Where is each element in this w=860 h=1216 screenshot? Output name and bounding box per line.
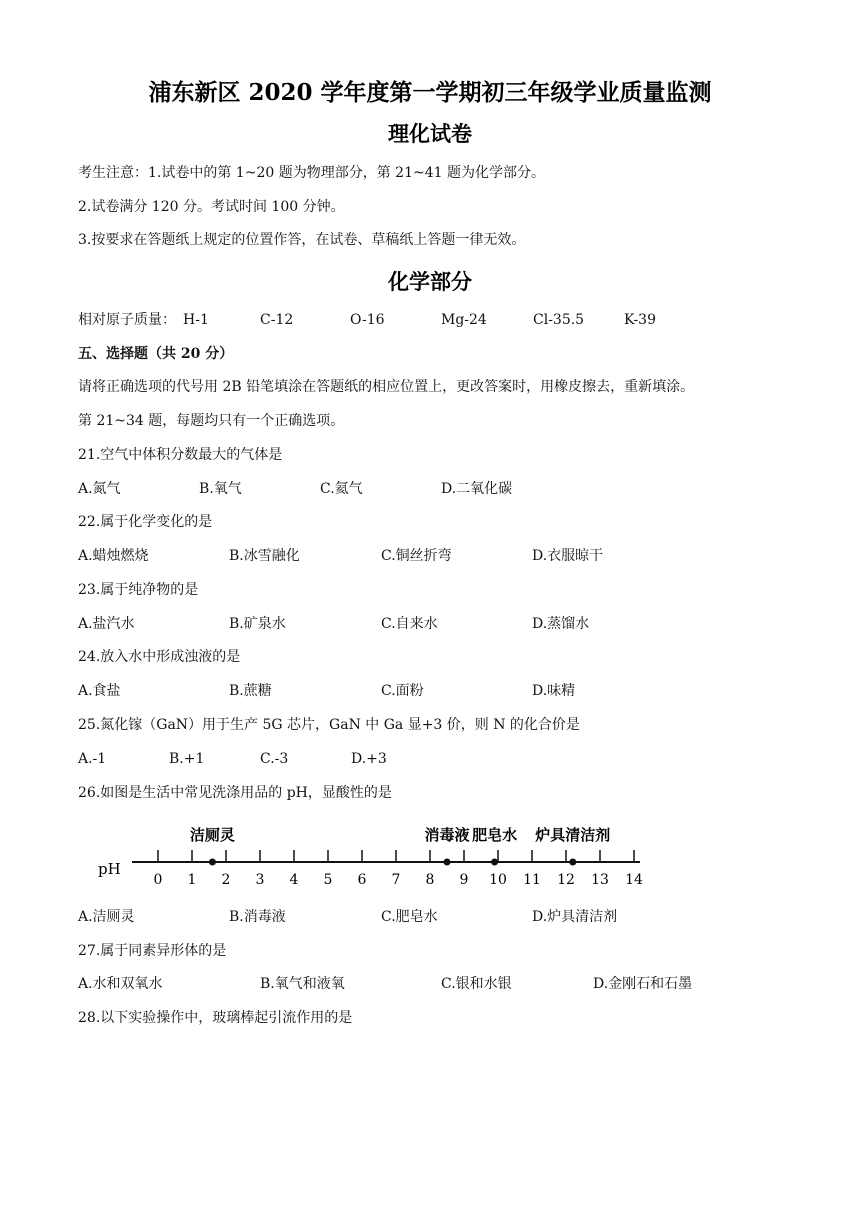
ph-tick-label: 7 bbox=[391, 872, 401, 888]
ph-marker-dot bbox=[491, 859, 498, 866]
notice-line-3: 3.按要求在答题纸上规定的位置作答，在试卷、草稿纸上答题一律无效。 bbox=[78, 232, 526, 248]
option: C.-3 bbox=[260, 751, 289, 767]
ph-tick-label: 9 bbox=[459, 872, 469, 888]
question-options bbox=[78, 547, 818, 565]
ph-tick-label: 4 bbox=[289, 872, 299, 888]
ph-scale-diagram bbox=[90, 812, 650, 892]
part-heading: 五、选择题（共 20 分） bbox=[78, 346, 234, 362]
option: B.蔗糖 bbox=[229, 683, 272, 699]
atomic-mass-item: Cl-35.5 bbox=[533, 312, 585, 328]
ph-tick-label: 2 bbox=[221, 872, 231, 888]
question-options bbox=[78, 682, 818, 700]
ph-tick-label: 11 bbox=[523, 872, 541, 888]
option: D.+3 bbox=[351, 751, 387, 767]
question-options bbox=[78, 908, 818, 926]
question-options bbox=[78, 615, 818, 633]
question-stem: 24.放入水中形成浊液的是 bbox=[78, 649, 241, 665]
question-stem: 25.氮化镓（GaN）用于生产 5G 芯片，GaN 中 Ga 显+3 价，则 N 的化合价是 bbox=[78, 717, 580, 733]
ph-tick-label: 14 bbox=[625, 872, 643, 888]
exam-title: 浦东新区 2020 学年度第一学期初三年级学业质量监测 bbox=[148, 79, 712, 106]
question-options bbox=[78, 975, 818, 993]
option: D.炉具清洁剂 bbox=[532, 909, 618, 925]
ph-marker-dot bbox=[209, 859, 216, 866]
question-stem: 27.属于同素异形体的是 bbox=[78, 943, 227, 959]
atomic-mass-item: Mg-24 bbox=[441, 312, 487, 328]
option: B.氧气 bbox=[199, 481, 242, 497]
ph-marker-dot bbox=[444, 859, 451, 866]
option: A.-1 bbox=[78, 751, 107, 767]
ph-tick-label: 13 bbox=[591, 872, 609, 888]
ph-marker-label: 消毒液 bbox=[424, 826, 470, 844]
question-stem: 23.属于纯净物的是 bbox=[78, 582, 199, 598]
atomic-mass-item: K-39 bbox=[624, 312, 656, 328]
option: A.盐汽水 bbox=[78, 616, 135, 632]
ph-marker-label: 肥皂水 bbox=[472, 826, 518, 844]
option: A.蜡烛燃烧 bbox=[78, 548, 149, 564]
ph-tick-label: 10 bbox=[489, 872, 507, 888]
question-options bbox=[78, 750, 818, 768]
question-stem: 22.属于化学变化的是 bbox=[78, 514, 213, 530]
option: B.矿泉水 bbox=[229, 616, 286, 632]
option: D.金刚石和石墨 bbox=[593, 976, 693, 992]
ph-tick-label: 5 bbox=[323, 872, 333, 888]
ph-axis-label: pH bbox=[98, 860, 121, 878]
option: D.蒸馏水 bbox=[532, 616, 590, 632]
question-stem: 21.空气中体积分数最大的气体是 bbox=[78, 447, 283, 463]
option: A.氮气 bbox=[78, 481, 121, 497]
atomic-mass-row bbox=[78, 311, 818, 329]
option: A.食盐 bbox=[78, 683, 121, 699]
question-options bbox=[78, 480, 818, 498]
option: C.铜丝折弯 bbox=[381, 548, 452, 564]
atomic-mass-item: O-16 bbox=[350, 312, 385, 328]
option: C.肥皂水 bbox=[381, 909, 438, 925]
notice-line-2: 2.试卷满分 120 分。考试时间 100 分钟。 bbox=[78, 199, 345, 215]
option: B.冰雪融化 bbox=[229, 548, 300, 564]
section-title: 化学部分 bbox=[388, 269, 472, 294]
ph-tick-label: 8 bbox=[425, 872, 435, 888]
ph-marker-label: 炉具清洁剂 bbox=[535, 826, 611, 844]
atomic-mass-item: H-1 bbox=[183, 312, 209, 328]
option: D.衣服晾干 bbox=[532, 548, 604, 564]
exam-subtitle: 理化试卷 bbox=[388, 121, 472, 146]
option: C.面粉 bbox=[381, 683, 424, 699]
notice-line-1: 考生注意：1.试卷中的第 1~20 题为物理部分，第 21~41 题为化学部分。 bbox=[78, 165, 545, 181]
instruction-line-1: 请将正确选项的代号用 2B 铅笔填涂在答题纸的相应位置上，更改答案时，用橡皮擦去，重新填涂。 bbox=[78, 379, 695, 395]
ph-marker-label: 洁厕灵 bbox=[189, 826, 235, 844]
option: D.味精 bbox=[532, 683, 576, 699]
question-stem: 28.以下实验操作中，玻璃棒起引流作用的是 bbox=[78, 1010, 353, 1026]
atomic-mass-label: 相对原子质量： bbox=[78, 312, 176, 328]
question-stem: 26.如图是生活中常见洗涤用品的 pH，显酸性的是 bbox=[78, 785, 392, 801]
option: B.氧气和液氧 bbox=[260, 976, 345, 992]
option: C.自来水 bbox=[381, 616, 438, 632]
ph-tick-label: 6 bbox=[357, 872, 367, 888]
option: A.水和双氧水 bbox=[78, 976, 163, 992]
option: C.银和水银 bbox=[441, 976, 512, 992]
atomic-mass-item: C-12 bbox=[260, 312, 294, 328]
instruction-line-2: 第 21~34 题，每题均只有一个正确选项。 bbox=[78, 413, 345, 429]
ph-marker-dot bbox=[569, 859, 576, 866]
ph-tick-label: 0 bbox=[153, 872, 163, 888]
option: B.消毒液 bbox=[229, 909, 286, 925]
option: B.+1 bbox=[169, 751, 205, 767]
ph-tick-label: 3 bbox=[255, 872, 265, 888]
option: D.二氧化碳 bbox=[441, 481, 513, 497]
option: C.氦气 bbox=[320, 481, 363, 497]
ph-tick-label: 12 bbox=[557, 872, 575, 888]
option: A.洁厕灵 bbox=[78, 909, 135, 925]
ph-tick-label: 1 bbox=[187, 872, 197, 888]
